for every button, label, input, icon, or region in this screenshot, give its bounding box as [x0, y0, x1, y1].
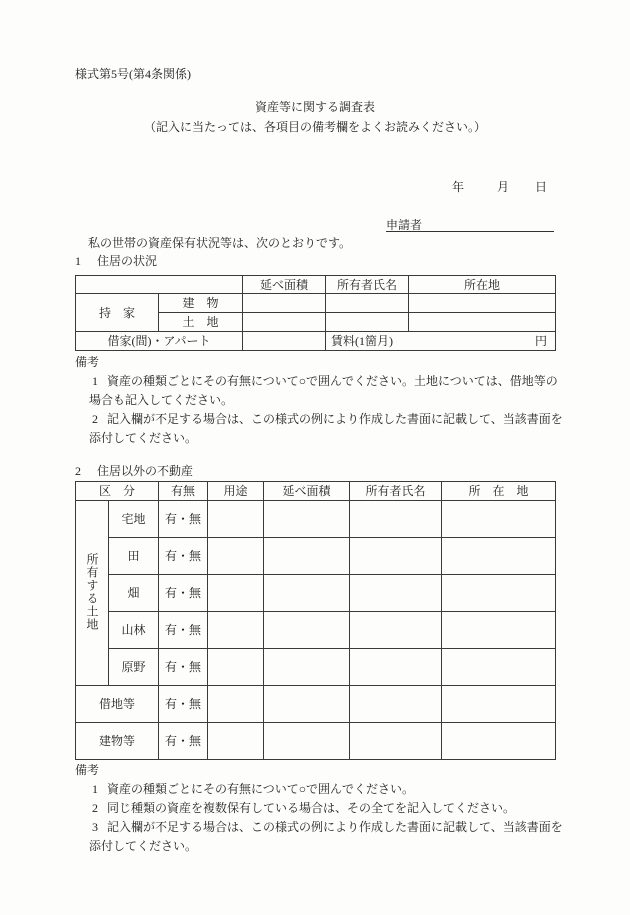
input-cell[interactable] [243, 294, 326, 313]
rent-unit-label: 円 [534, 334, 547, 348]
note-text: 添付してください。 [89, 431, 198, 445]
applicant-line [386, 213, 554, 232]
input-cell[interactable] [442, 612, 556, 649]
col-header-floor-area: 延べ面積 [264, 482, 350, 501]
section2-heading [75, 465, 193, 477]
input-cell[interactable] [243, 313, 326, 332]
input-cell[interactable] [264, 612, 350, 649]
input-cell[interactable] [208, 575, 264, 612]
note-text: 同じ種類の資産を複数保有している場合は、その全てを記入してください。 [107, 801, 516, 815]
input-cell[interactable] [350, 686, 442, 723]
note-number: 1 [92, 782, 98, 796]
input-cell[interactable] [350, 649, 442, 686]
non-residential-real-estate-table [75, 481, 556, 760]
col-header-location: 所在地 [409, 276, 556, 294]
col-header-availability: 有無 [159, 482, 208, 501]
col-header-floor-area: 延べ面積 [243, 276, 326, 294]
category-label-cell: 畑 [109, 575, 159, 612]
availability-choice[interactable]: 有・無 [159, 575, 208, 612]
input-cell[interactable] [442, 575, 556, 612]
table-row [76, 612, 556, 649]
input-cell[interactable] [243, 332, 326, 351]
table-row [76, 482, 556, 501]
table-row [76, 276, 556, 294]
land-label-cell: 土 地 [159, 313, 243, 332]
availability-choice[interactable]: 有・無 [159, 686, 208, 723]
section1-heading [75, 255, 157, 267]
input-cell[interactable] [208, 538, 264, 575]
input-cell[interactable] [264, 501, 350, 538]
section1-notes [75, 353, 563, 448]
section1-title: 住居の状況 [97, 254, 158, 268]
input-cell[interactable] [208, 649, 264, 686]
table-row [76, 649, 556, 686]
table-row [76, 575, 556, 612]
rental-label-cell: 借家(間)・アパート [76, 332, 243, 351]
owned-home-label-cell: 持 家 [76, 294, 159, 332]
note-number: 2 [92, 412, 98, 426]
owned-land-group-label-cell [76, 501, 109, 686]
section1-number: 1 [75, 254, 81, 268]
col-header-owner-name: 所有者氏名 [326, 276, 409, 294]
input-cell[interactable] [350, 612, 442, 649]
input-cell[interactable] [264, 575, 350, 612]
note-text: 資産の種類ごとにその有無について○で囲んでください。土地については、借地等の [107, 374, 558, 388]
table-row [76, 332, 556, 351]
input-cell[interactable] [350, 723, 442, 760]
table-row [76, 723, 556, 760]
section2-title: 住居以外の不動産 [97, 464, 194, 478]
input-cell[interactable] [208, 501, 264, 538]
availability-choice[interactable]: 有・無 [159, 612, 208, 649]
section2-number: 2 [75, 464, 81, 478]
category-label-cell: 宅地 [109, 501, 159, 538]
category-label-cell: 山林 [109, 612, 159, 649]
input-cell[interactable] [264, 723, 350, 760]
input-cell[interactable] [442, 686, 556, 723]
housing-status-table [75, 275, 556, 351]
category-label-cell: 借地等 [76, 686, 159, 723]
rent-label: 賃料(1箇月) [331, 334, 393, 348]
rent-amount-blank[interactable] [393, 334, 535, 348]
note-item [75, 780, 563, 799]
input-cell[interactable] [264, 686, 350, 723]
availability-choice[interactable]: 有・無 [159, 723, 208, 760]
owned-land-vertical-label: 所有する土地 [85, 553, 99, 631]
notes-label: 備考 [75, 355, 100, 369]
table-row [76, 538, 556, 575]
category-label-cell: 田 [109, 538, 159, 575]
rent-cell [326, 332, 556, 351]
note-number: 1 [92, 374, 98, 388]
notes-label: 備考 [75, 763, 100, 777]
page-subtitle: （記入に当たっては、各項目の備考欄をよくお読みください。） [143, 120, 486, 134]
availability-choice[interactable]: 有・無 [159, 649, 208, 686]
availability-choice[interactable]: 有・無 [159, 538, 208, 575]
note-number: 2 [92, 801, 98, 815]
date-month-label: 月 [497, 180, 510, 194]
category-label-cell: 建物等 [76, 723, 159, 760]
applicant-input-blank[interactable] [422, 213, 554, 231]
input-cell[interactable] [442, 501, 556, 538]
table-row [76, 686, 556, 723]
input-cell[interactable] [350, 501, 442, 538]
building-label-cell: 建 物 [159, 294, 243, 313]
input-cell[interactable] [350, 575, 442, 612]
col-header-owner-name: 所有者氏名 [350, 482, 442, 501]
input-cell[interactable] [208, 723, 264, 760]
input-cell[interactable] [264, 538, 350, 575]
input-cell[interactable] [326, 294, 409, 313]
col-header-location: 所 在 地 [442, 482, 556, 501]
note-text: 記入欄が不足する場合は、この様式の例により作成した書面に記載して、当該書面を [107, 820, 563, 834]
input-cell[interactable] [409, 294, 556, 313]
note-text: 場合も記入してください。 [89, 393, 234, 407]
table-row [76, 501, 556, 538]
table-row [76, 294, 556, 313]
input-cell[interactable] [326, 313, 409, 332]
input-cell[interactable] [350, 538, 442, 575]
category-label-cell: 原野 [109, 649, 159, 686]
input-cell[interactable] [264, 649, 350, 686]
intro-sentence: 私の世帯の資産保有状況等は、次のとおりです。 [88, 236, 352, 250]
note-item [75, 372, 563, 391]
col-header-use: 用途 [208, 482, 264, 501]
input-cell[interactable] [208, 686, 264, 723]
note-item [75, 818, 563, 837]
input-cell[interactable] [409, 313, 556, 332]
header-blank-cell [76, 276, 243, 294]
note-number: 3 [92, 820, 98, 834]
page-title: 資産等に関する調査表 [254, 100, 375, 114]
availability-choice[interactable]: 有・無 [159, 501, 208, 538]
note-text: 添付してください。 [89, 839, 198, 853]
note-item [75, 410, 563, 429]
input-cell[interactable] [442, 538, 556, 575]
input-cell[interactable] [442, 649, 556, 686]
applicant-label: 申請者 [386, 218, 423, 232]
date-year-label: 年 [452, 180, 465, 194]
input-cell[interactable] [442, 723, 556, 760]
input-cell[interactable] [208, 612, 264, 649]
note-text: 記入欄が不足する場合は、この様式の例により作成した書面に記載して、当該書面を [107, 412, 563, 426]
date-day-label: 日 [535, 180, 548, 194]
note-text: 資産の種類ごとにその有無について○で囲んでください。 [107, 782, 415, 796]
note-item [75, 799, 563, 818]
col-header-category: 区 分 [76, 482, 159, 501]
form-number: 様式第5号(第4条関係) [75, 67, 191, 81]
section2-notes [75, 761, 563, 856]
